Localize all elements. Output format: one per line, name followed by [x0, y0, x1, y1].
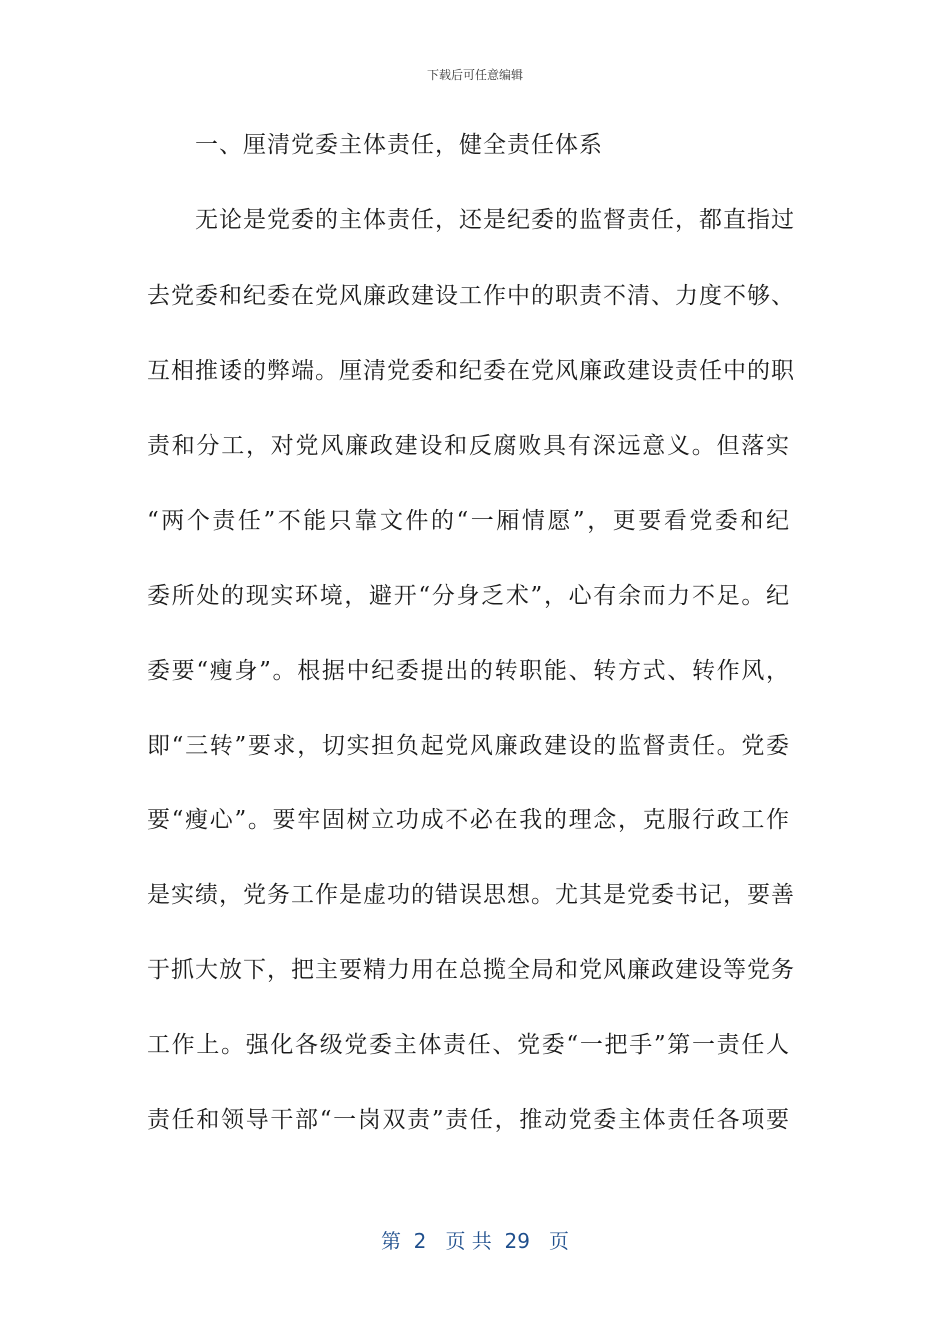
paragraph-line: 责任和领导干部“一岗双责”责任，推动党委主体责任各项要 — [147, 1107, 790, 1133]
paragraph-line: 互相推诿的弊端。厘清党委和纪委在党风廉政建设责任中的职 — [147, 358, 795, 384]
page-number-footer: 第 2 页 共 29 页 — [380, 1229, 570, 1253]
paragraph-line: 委要“瘦身”。根据中纪委提出的转职能、转方式、转作风， — [147, 658, 790, 684]
paragraph-line: “两个责任”不能只靠文件的“一厢情愿”，更要看党委和纪 — [147, 508, 790, 534]
paragraph-line: 是实绩，党务工作是虚功的错误思想。尤其是党委书记，要善 — [147, 882, 795, 908]
paragraph-line: 要“瘦心”。要牢固树立功成不必在我的理念，克服行政工作 — [147, 807, 790, 833]
paragraph-line: 于抓大放下，把主要精力用在总揽全局和党风廉政建设等党务 — [147, 957, 795, 983]
paragraph-line: 无论是党委的主体责任，还是纪委的监督责任，都直指过 — [195, 207, 795, 233]
paragraph-line: 去党委和纪委在党风廉政建设工作中的职责不清、力度不够、 — [147, 283, 795, 309]
paragraph-line: 即“三转”要求，切实担负起党风廉政建设的监督责任。党委 — [147, 733, 790, 759]
section-heading: 一、厘清党委主体责任，健全责任体系 — [195, 132, 603, 158]
paragraph-line: 工作上。强化各级党委主体责任、党委“一把手”第一责任人 — [147, 1032, 790, 1058]
paragraph-line: 责和分工，对党风廉政建设和反腐败具有深远意义。但落实 — [147, 433, 790, 459]
page-header: 下载后可任意编辑 — [426, 68, 523, 82]
paragraph-line: 委所处的现实环境，避开“分身乏术”，心有余而力不足。纪 — [147, 583, 790, 609]
